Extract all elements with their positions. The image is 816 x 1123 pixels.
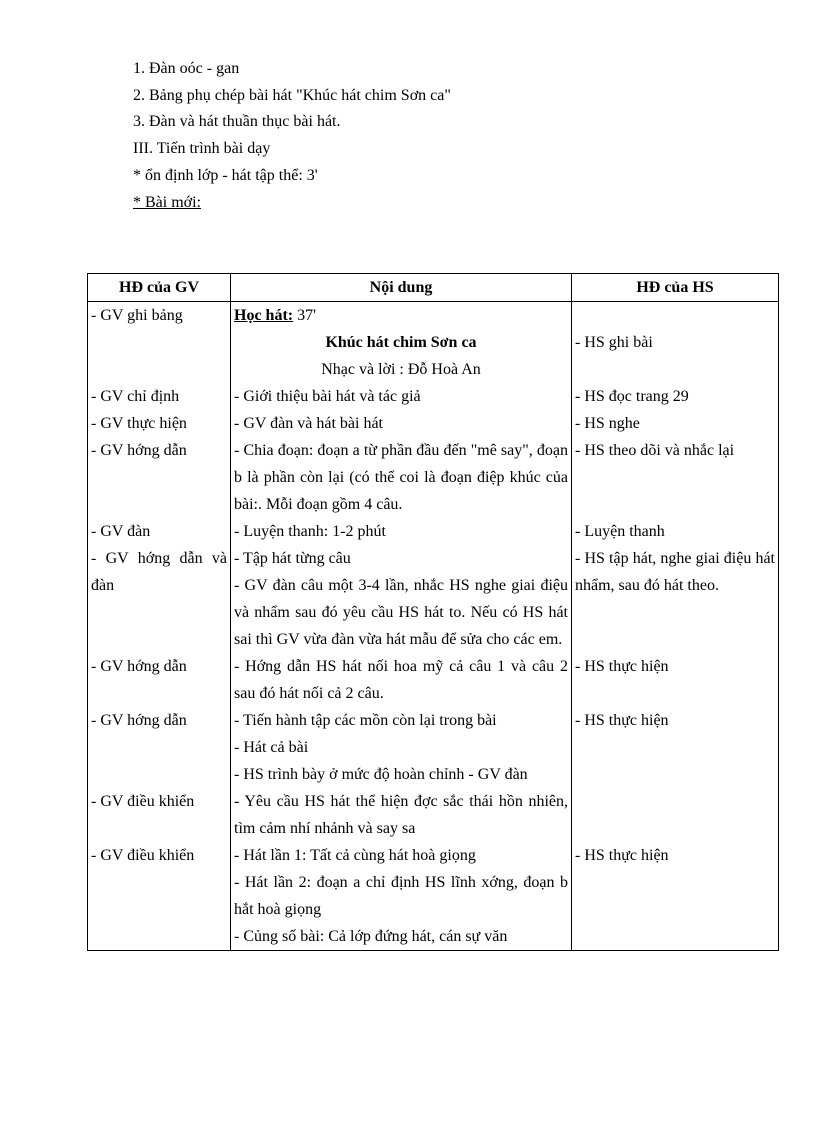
content-cell: - Luyện thanh: 1-2 phút xyxy=(231,518,572,545)
cell-text: - Hát cả bài xyxy=(234,739,309,756)
teacher-cell: - GV hớng dẫn và đàn xyxy=(88,545,231,653)
content-cell xyxy=(231,842,572,951)
content-cell xyxy=(231,302,572,384)
lesson-label-line xyxy=(234,302,568,329)
cell-text: - HS trình bày ở mức độ hoàn chỉnh - GV đàn xyxy=(234,766,528,783)
intro-line: 2. Bảng phụ chép bài hát "Khúc hát chim Sơn ca" xyxy=(133,86,451,104)
student-cell: - Luyện thanh xyxy=(572,518,779,545)
content-cell xyxy=(231,707,572,788)
intro-line: 3. Đàn và hát thuần thục bài hát. xyxy=(133,113,341,131)
student-cell xyxy=(572,788,779,842)
intro-section xyxy=(133,56,451,216)
student-cell xyxy=(572,302,779,384)
table-header-row xyxy=(88,274,779,302)
cell-text: - Hát lần 2: đoạn a chỉ định HS lĩnh xớng, đoạn b hắt hoà giọng xyxy=(234,874,568,918)
table-row xyxy=(88,518,779,545)
cell-text: - Tập hát từng câu xyxy=(234,550,351,567)
student-cell: - HS nghe xyxy=(572,410,779,437)
new-lesson-heading: * Bài mới: xyxy=(133,193,202,211)
header-teacher: HĐ của GV xyxy=(88,274,231,302)
header-student: HĐ của HS xyxy=(572,274,779,302)
cell-text: - Tiến hành tập các mồn còn lại trong bài xyxy=(234,712,497,729)
teacher-cell: - GV hớng dẫn xyxy=(88,653,231,707)
teacher-cell: - GV điều khiển xyxy=(88,788,231,842)
cell-text: - GV ghi bảng xyxy=(91,307,183,324)
cell-text: - Củng số bài: Cả lớp đứng hát, cán sự văn xyxy=(234,928,508,945)
table-row xyxy=(88,410,779,437)
student-cell: - HS đọc trang 29 xyxy=(572,383,779,410)
teacher-cell: - GV điều khiển xyxy=(88,842,231,951)
teacher-cell: - GV hớng dẫn xyxy=(88,707,231,788)
intro-line: 1. Đàn oóc - gan xyxy=(133,60,240,77)
content-cell: - Yêu cầu HS hát thể hiện đợc sắc thái hồn nhiên, tìm cảm nhí nhảnh và say sa xyxy=(231,788,572,842)
content-cell: - GV đàn và hát bài hát xyxy=(231,410,572,437)
lesson-table xyxy=(87,273,779,951)
student-cell: - HS thực hiện xyxy=(572,653,779,707)
student-cell: - HS thực hiện xyxy=(572,707,779,788)
content-cell xyxy=(231,545,572,653)
lesson-time: 37' xyxy=(293,307,316,324)
table-row xyxy=(88,707,779,788)
student-cell: - HS thực hiện xyxy=(572,842,779,951)
intro-line: * ổn định lớp - hát tập thể: 3' xyxy=(133,166,318,184)
student-cell: - HS theo dõi và nhắc lại xyxy=(572,437,779,518)
teacher-cell xyxy=(88,302,231,384)
student-cell: - HS tập hát, nghe giai điệu hát nhẩm, sau đó hát theo. xyxy=(572,545,779,653)
content-cell: - Chia đoạn: đoạn a từ phần đầu đến "mê say", đoạn b là phần còn lại (có thể coi là đoạn điệp khúc của bài:. Mỗi đoạn gồm 4 câu. xyxy=(231,437,572,518)
table-row xyxy=(88,383,779,410)
table-row xyxy=(88,545,779,653)
content-cell: - Giới thiệu bài hát và tác giả xyxy=(231,383,572,410)
teacher-cell: - GV đàn xyxy=(88,518,231,545)
composer: Nhạc và lời : Đỗ Hoà An xyxy=(321,361,481,378)
table-row xyxy=(88,788,779,842)
cell-text: - HS ghi bài xyxy=(575,334,653,351)
table-row xyxy=(88,842,779,951)
table-row xyxy=(88,653,779,707)
teacher-cell: - GV thực hiện xyxy=(88,410,231,437)
teacher-cell: - GV hớng dẫn xyxy=(88,437,231,518)
table-row xyxy=(88,302,779,384)
intro-line: III. Tiến trình bài dạy xyxy=(133,140,271,158)
lesson-label: Học hát: xyxy=(234,307,294,324)
content-cell: - Hớng dẫn HS hát nối hoa mỹ cả câu 1 và câu 2 sau đó hát nối cả 2 câu. xyxy=(231,653,572,707)
cell-text: - Hát lần 1: Tất cả cùng hát hoà giọng xyxy=(234,847,476,864)
header-content: Nội dung xyxy=(231,274,572,302)
teacher-cell: - GV chỉ định xyxy=(88,383,231,410)
song-title: Khúc hát chim Sơn ca xyxy=(325,334,477,351)
table-row xyxy=(88,437,779,518)
cell-text: - GV đàn câu một 3-4 lần, nhắc HS nghe giai điệu và nhẩm sau đó yêu cầu HS hát to. Nếu có HS hát sai thì GV vừa đàn vừa hát mẫu để sửa cho các em. xyxy=(234,577,568,648)
